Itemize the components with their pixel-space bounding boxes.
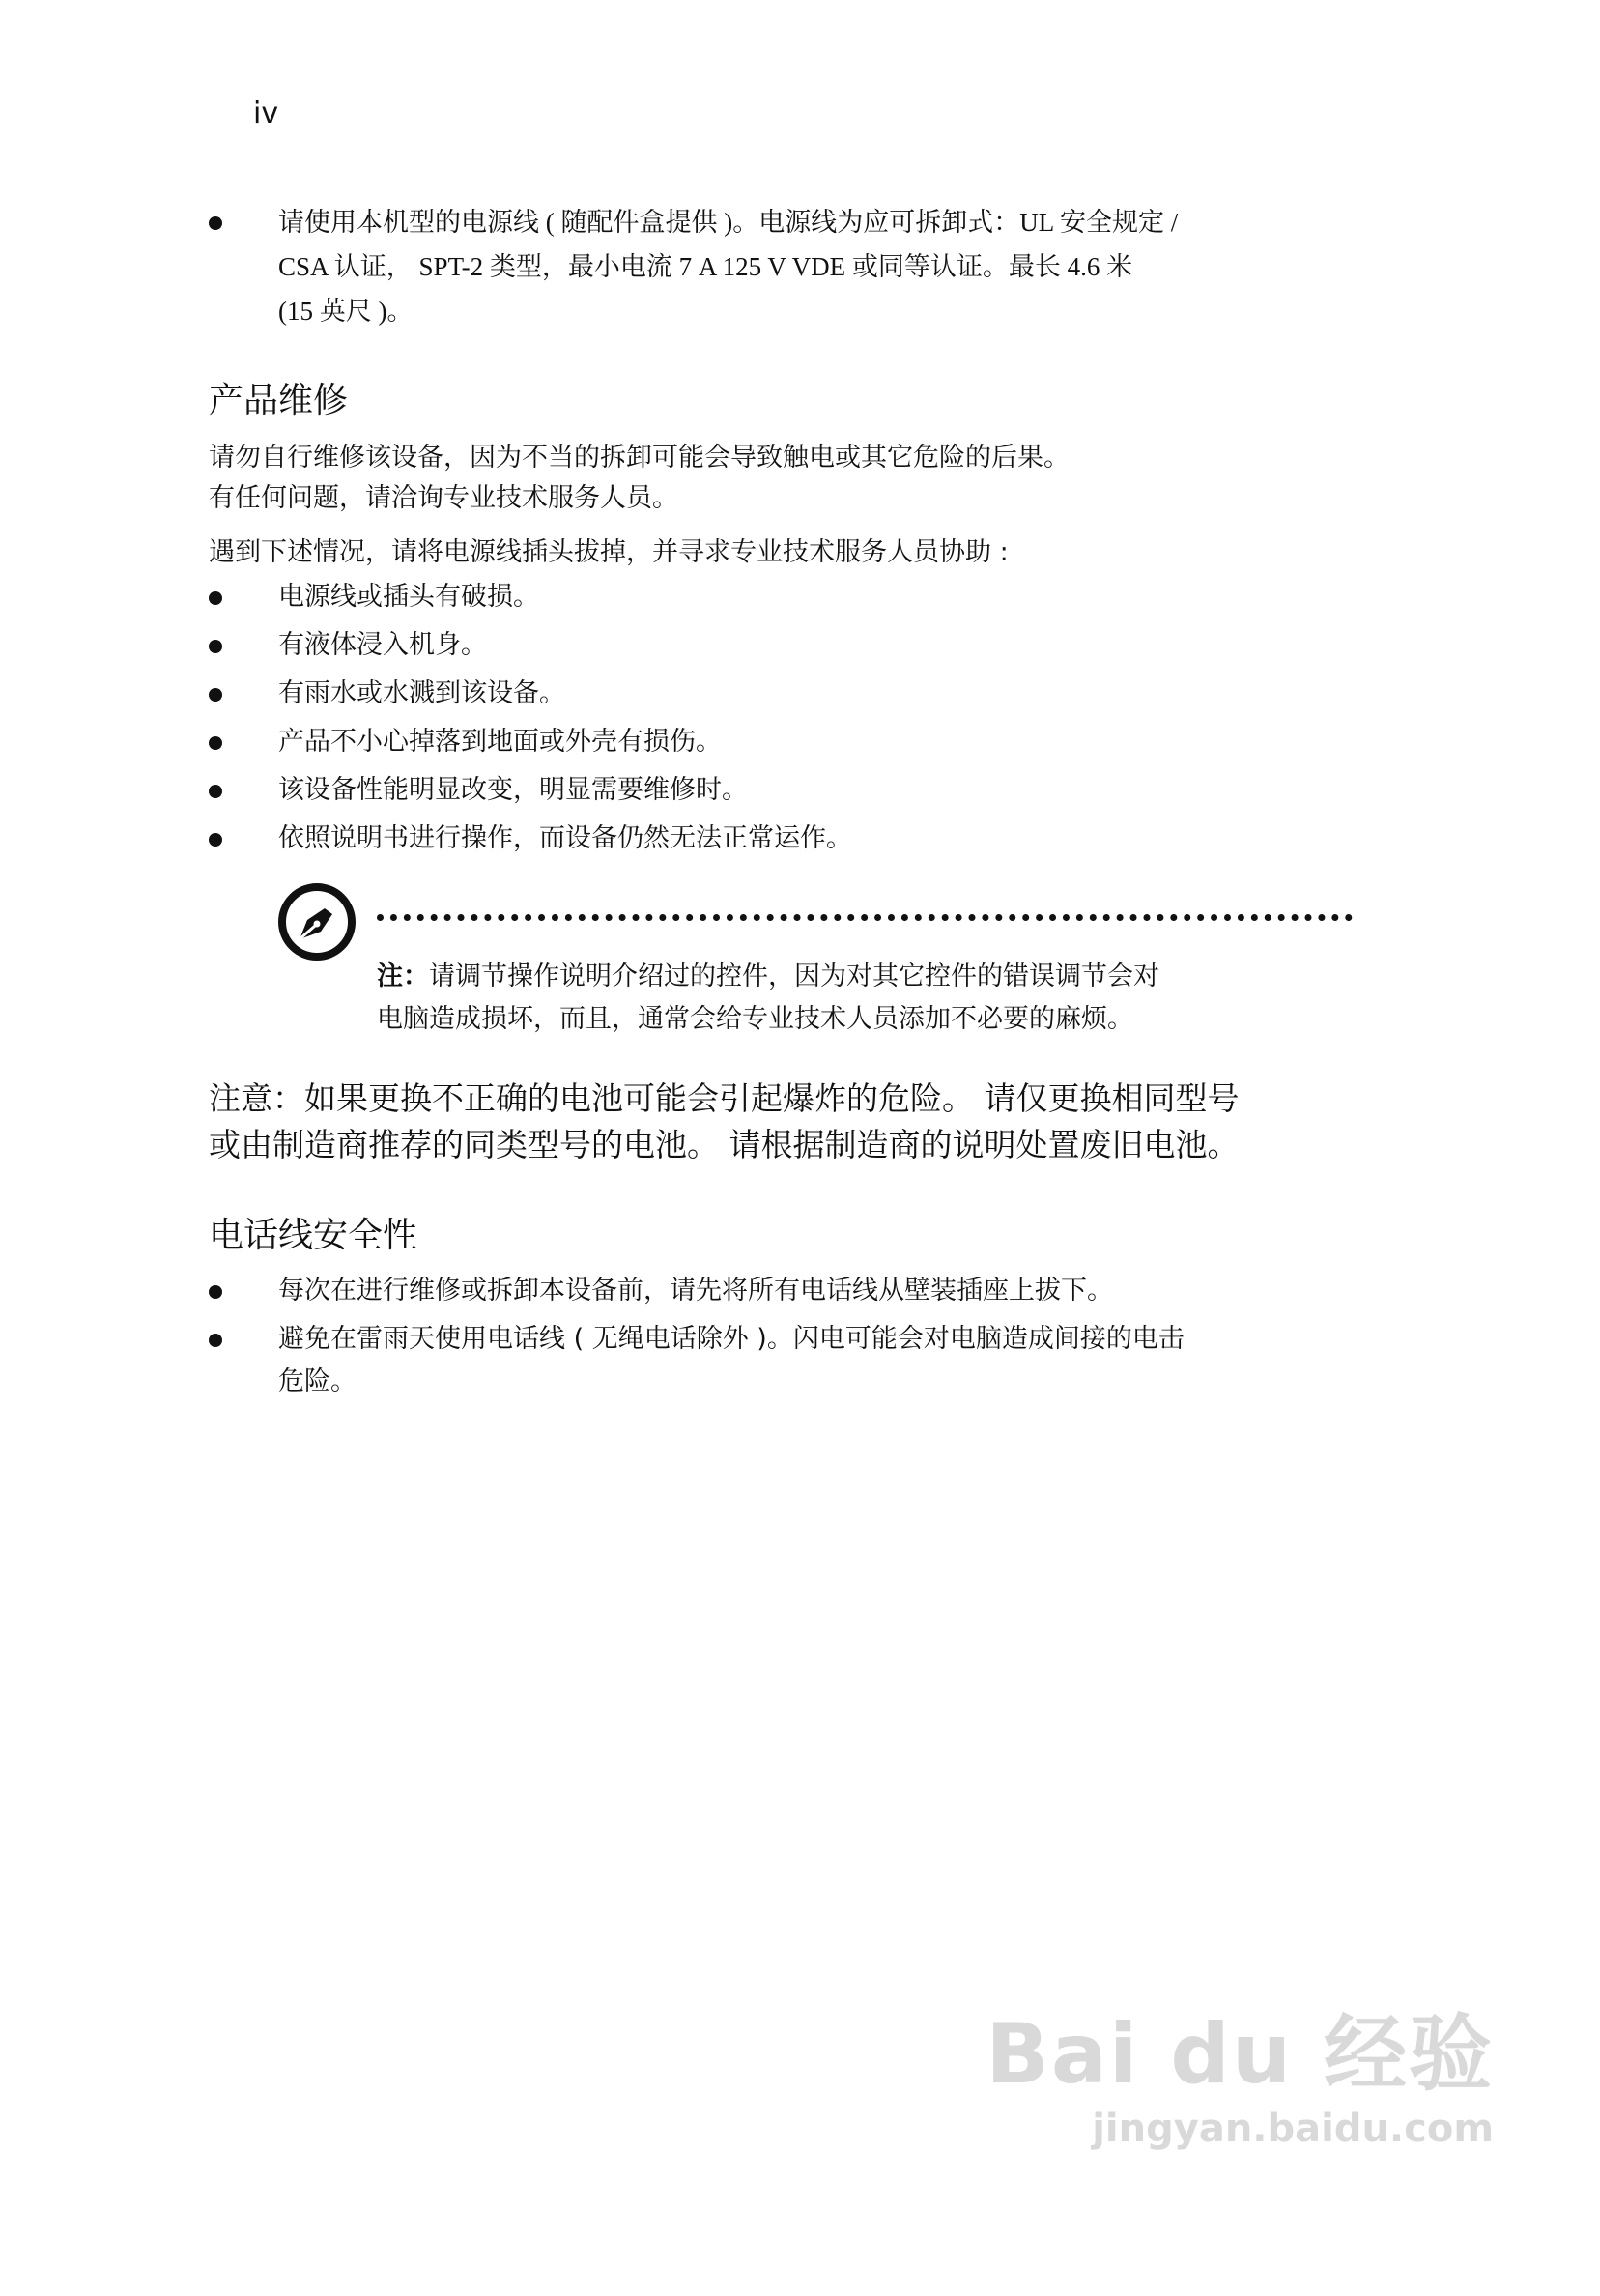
power-cord-line-1: 请使用本机型的电源线 ( 随配件盒提供 )。电源线为应可拆卸式：UL 安全规定 / — [278, 208, 1179, 237]
bullet — [209, 833, 222, 847]
bullet — [209, 216, 222, 230]
note-line-2: 电脑造成损坏，而且，通常会给专业技术人员添加不必要的麻烦。 — [377, 1004, 1133, 1034]
page-number: iv — [253, 97, 279, 130]
note-line-1 — [377, 955, 1159, 999]
bullet — [209, 1285, 222, 1299]
service-item: 有液体浸入机身。 — [278, 630, 487, 660]
phone-item-2-line-1: 避免在雷雨天使用电话线 ( 无绳电话除外 )。闪电可能会对电脑造成间接的电击 — [278, 1324, 1185, 1354]
service-item: 依照说明书进行操作，而设备仍然无法正常运作。 — [278, 823, 852, 853]
bullet — [209, 736, 222, 750]
service-paragraph-line-1: 请勿自行维修该设备，因为不当的拆卸可能会导致触电或其它危险的后果。 — [209, 443, 1070, 473]
baidu-watermark — [986, 1987, 1494, 2151]
service-intro: 遇到下述情况，请将电源线插头拔掉，并寻求专业技术服务人员协助 : — [209, 537, 1009, 567]
battery-warning-line-2: 或由制造商推荐的同类型号的电池。 请根据制造商的说明处置废旧电池。 — [209, 1126, 1240, 1163]
bullet — [209, 688, 222, 702]
service-item: 该设备性能明显改变，明显需要维修时。 — [278, 775, 748, 805]
service-item: 电源线或插头有破损。 — [278, 582, 539, 612]
note-label: 注： — [377, 961, 429, 991]
bullet — [209, 640, 222, 653]
power-cord-line-2: CSA 认证， SPT-2 类型，最小电流 7 A 125 V VDE 或同等认证。最长 4.6 米 — [278, 252, 1133, 281]
bullet — [209, 785, 222, 798]
service-item: 产品不小心掉落到地面或外壳有损伤。 — [278, 727, 722, 757]
phone-item-2-line-2: 危险。 — [278, 1366, 357, 1396]
note-text: 请调节操作说明介绍过的控件，因为对其它控件的错误调节会对 — [429, 961, 1159, 991]
watermark-logo: Bai du 经验 — [986, 2006, 1494, 2103]
power-cord-line-3: (15 英尺 )。 — [278, 297, 414, 326]
bullet — [209, 1334, 222, 1347]
watermark-url: jingyan.baidu.com — [1092, 2107, 1494, 2151]
note-divider — [377, 914, 1353, 921]
service-paragraph-line-2: 有任何问题，请洽询专业技术服务人员。 — [209, 483, 678, 513]
section-heading-phone-line-safety: 电话线安全性 — [209, 1216, 418, 1255]
section-heading-product-service: 产品维修 — [209, 381, 349, 420]
service-item: 有雨水或水溅到该设备。 — [278, 678, 565, 708]
phone-item-1-line-1: 每次在进行维修或拆卸本设备前，请先将所有电话线从壁装插座上拔下。 — [278, 1276, 1113, 1306]
note-pen-icon — [278, 883, 356, 961]
bullet — [209, 591, 222, 605]
battery-warning-line-1: 注意：如果更换不正确的电池可能会引起爆炸的危险。 请仅更换相同型号 — [209, 1079, 1240, 1117]
